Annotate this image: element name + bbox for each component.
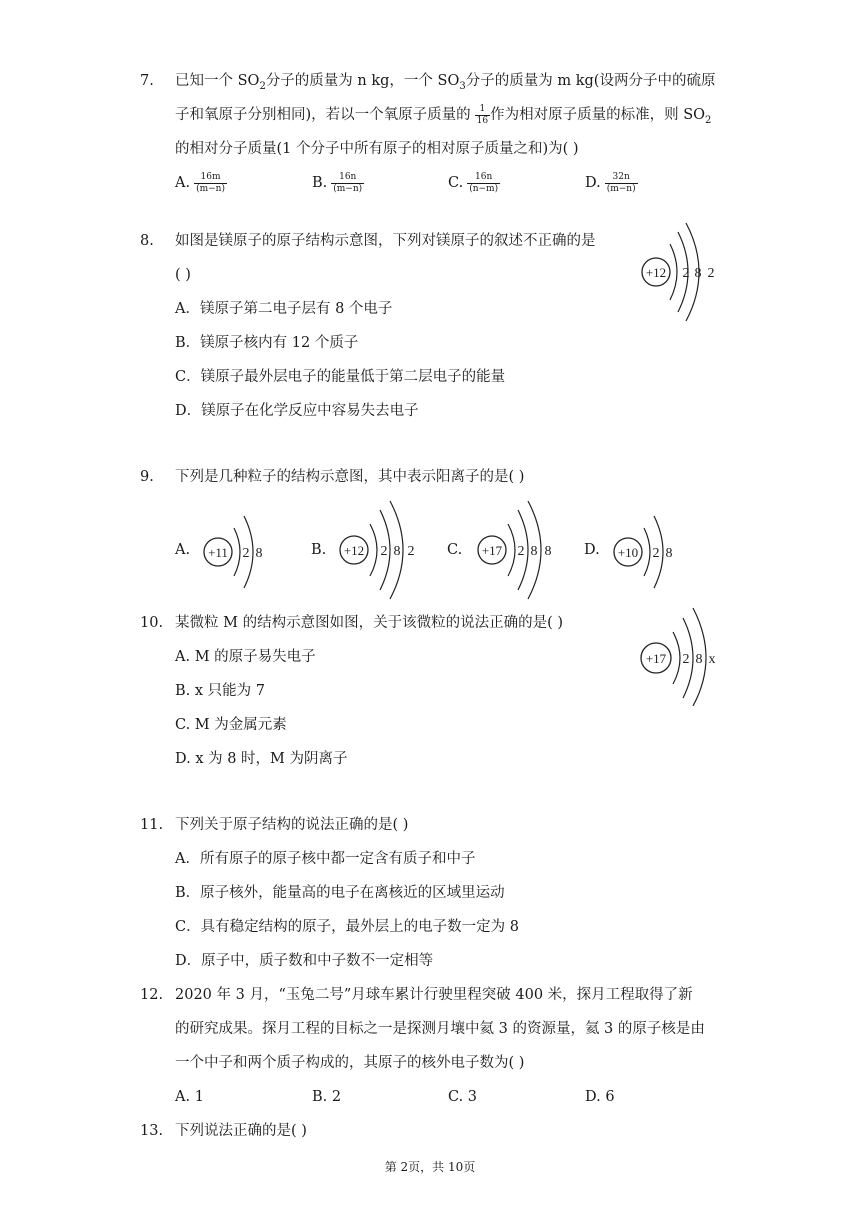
option-b: B．原子核外，能量高的电子在离核近的区域里运动: [175, 885, 505, 901]
svg-text:+12: +12: [343, 543, 365, 558]
options-row: [175, 1080, 730, 1114]
option-b: B．镁原子核内有 12 个质子: [175, 335, 359, 351]
option-b: B. $\frac{16n}{(m-n)}$: [312, 171, 363, 194]
fraction: $\frac{1}{16}$: [476, 103, 489, 126]
svg-text:8: 8: [255, 546, 263, 561]
svg-text:2: 2: [407, 544, 415, 559]
question-13: [140, 1114, 730, 1148]
question-stem: 下列说法正确的是( ): [175, 1123, 307, 1139]
question-stem: 某微粒 M 的结构示意图如图，关于该微粒的说法正确的是( ): [175, 615, 563, 631]
option-a: A. $\frac{16m}{(m-n)}$: [175, 171, 225, 194]
option-d: D．原子中，质子数和中子数不一定相等: [175, 953, 434, 969]
svg-text:8: 8: [544, 544, 552, 559]
option-d: D. 6: [585, 1089, 615, 1105]
svg-text:8: 8: [665, 546, 673, 561]
option-c: C. M 为金属元素: [175, 717, 287, 733]
option-d-diagram: [610, 512, 680, 592]
svg-text:2: 2: [242, 546, 250, 561]
question-stem: 如图是镁原子的原子结构示意图，下列对镁原子的叙述不正确的是: [175, 233, 596, 249]
question-stem-line: 子和氧原子分别相同)，若以一个氧原子质量的 $\frac{1}{16}$ 作为相对原子质量的标准，则 $SO_2$: [175, 103, 712, 126]
option-a-diagram: [200, 512, 270, 592]
svg-text:+12: +12: [645, 265, 667, 280]
question-stem-line: 已知一个 $SO_2$分子的质量为 n kg，一个 $SO_3$分子的质量为 m kg(设两分子中的硫原: [175, 73, 716, 92]
option-d-label: D.: [584, 542, 600, 558]
question-7: [140, 64, 730, 224]
option-c: C．镁原子最外层电子的能量低于第二层电子的能量: [175, 369, 506, 385]
question-stem: 下列是几种粒子的结构示意图，其中表示阳离子的是( ): [175, 469, 525, 485]
svg-text:2: 2: [682, 266, 690, 281]
svg-text:8: 8: [393, 544, 401, 559]
question-number: 8.: [140, 233, 154, 249]
svg-text:8: 8: [694, 266, 702, 281]
option-c-label: C.: [447, 542, 463, 558]
particle-m-diagram: [636, 606, 722, 706]
question-number: 7.: [140, 73, 154, 89]
question-stem: 下列关于原子结构的说法正确的是( ): [175, 817, 409, 833]
option-d: D．镁原子在化学反应中容易失去电子: [175, 403, 419, 419]
option-d: D. $\frac{32n}{(m-n)}$: [585, 171, 636, 194]
question-number: 12.: [140, 987, 164, 1003]
option-a: A．所有原子的原子核中都一定含有质子和中子: [175, 851, 476, 867]
svg-text:2: 2: [652, 546, 660, 561]
option-b-diagram: [336, 500, 422, 600]
option-b-label: B.: [311, 542, 327, 558]
option-c: C．具有稳定结构的原子，最外层上的电子数一定为 8: [175, 919, 519, 935]
option-d: D. x 为 8 时，M 为阴离子: [175, 751, 348, 767]
question-number: 10.: [140, 615, 164, 631]
options-row: [175, 166, 730, 200]
svg-text:+11: +11: [208, 545, 228, 560]
page-footer: 第 2页，共 10页: [384, 1160, 476, 1174]
option-a: A. M 的原子易失电子: [175, 649, 316, 665]
magnesium-atom-diagram: [640, 222, 720, 322]
svg-text:8: 8: [530, 544, 538, 559]
question-stem-line: 的研究成果。探月工程的目标之一是探测月壤中氦 3 的资源量，氦 3 的原子核是由: [175, 1021, 705, 1037]
answer-paren: ( ): [175, 267, 191, 283]
question-stem-line: 的相对分子质量(1 个分子中所有原子的相对原子质量之和)为( ): [175, 141, 579, 157]
option-a: A．镁原子第二电子层有 8 个电子: [175, 301, 393, 317]
option-b: B. 2: [312, 1089, 342, 1105]
svg-text:+10: +10: [617, 545, 639, 560]
svg-text:2: 2: [707, 266, 715, 281]
svg-text:2: 2: [517, 544, 525, 559]
question-11: [140, 808, 730, 978]
question-number: 9.: [140, 469, 154, 485]
svg-text:8: 8: [695, 652, 703, 667]
option-a: A. 1: [175, 1089, 204, 1105]
question-stem-line: 一个中子和两个质子构成的，其原子的核外电子数为( ): [175, 1055, 525, 1071]
question-number: 11.: [140, 817, 164, 833]
svg-text:x: x: [708, 652, 716, 667]
question-stem-line: 2020 年 3 月，“玉兔二号”月球车累计行驶里程突破 400 米，探月工程取得了新: [175, 987, 693, 1003]
option-b: B. x 只能为 7: [175, 683, 265, 699]
question-number: 13.: [140, 1123, 164, 1139]
svg-text:+17: +17: [481, 543, 503, 558]
question-12: [140, 978, 730, 1114]
option-a-label: A.: [175, 542, 191, 558]
svg-text:2: 2: [682, 652, 690, 667]
option-c: C. $\frac{16n}{(n-m)}$: [448, 171, 499, 194]
option-c-diagram: [472, 500, 558, 600]
svg-text:2: 2: [380, 544, 388, 559]
option-c: C. 3: [448, 1089, 478, 1105]
svg-text:+17: +17: [645, 651, 667, 666]
